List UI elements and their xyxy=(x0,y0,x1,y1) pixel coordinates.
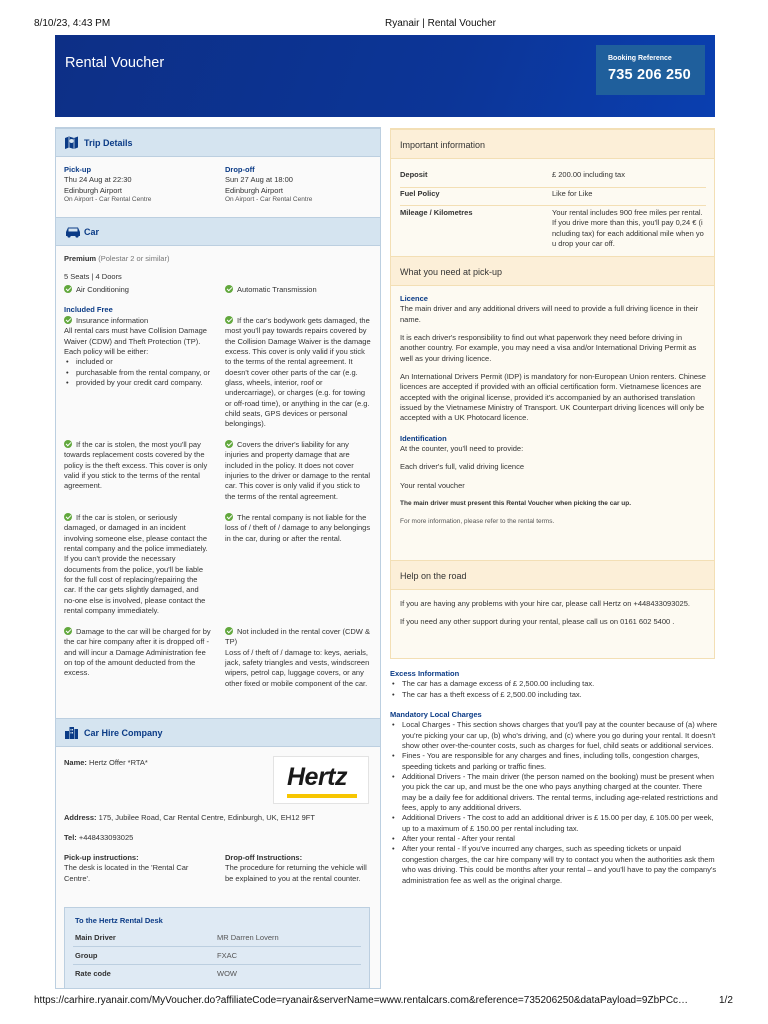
list-item: • Additional Drivers - The main driver (the person named on the booking) must be present when you pick the car up, and must be the one who pays anything charged at the counter. There may be a daily fee for additional drivers. The rental terms, including age-related restrictions and fees, apply to any additional drivers. xyxy=(390,772,718,813)
page-title: Rental Voucher xyxy=(65,55,165,71)
booking-reference-value: 735 206 250 xyxy=(608,66,691,83)
pickup-place: Edinburgh Airport xyxy=(64,185,122,195)
company-address-label: Address: xyxy=(64,813,97,822)
insurance-title: Insurance information xyxy=(76,316,149,325)
car-icon xyxy=(64,224,82,239)
help-on-road-heading: Help on the road xyxy=(400,571,467,581)
row-key: Mileage / Kilometres xyxy=(400,208,473,217)
check-icon xyxy=(225,316,233,324)
damage-admin-info xyxy=(64,627,211,679)
pickup-instructions-text: The desk is located in the 'Rental Car Centre'. xyxy=(64,863,189,883)
list-item: • included or xyxy=(64,357,211,367)
car-summary xyxy=(64,254,374,283)
belongings-text: The rental company is not liable for the loss of / theft of / damage to any belongings in the car, during or after the rental. xyxy=(225,513,371,543)
row-value: Like for Like xyxy=(552,189,593,198)
row-key: Deposit xyxy=(400,170,428,179)
liability-cover xyxy=(225,440,372,502)
voucher-banner xyxy=(55,35,715,117)
row-key: Main Driver xyxy=(75,933,116,943)
rental-desk-table xyxy=(64,907,370,989)
feature-ac-label: Air Conditioning xyxy=(76,285,129,294)
damage-admin-text: Damage to the car will be charged for by the car hire company after it is dropped off - and will incur a Damage Administration fee on top of the amount deducted from the excess. xyxy=(64,627,211,678)
feature-transmission-label: Automatic Transmission xyxy=(237,285,317,294)
check-icon xyxy=(225,440,233,448)
car-model: (Polestar 2 or similar) xyxy=(98,254,170,263)
pickup-block xyxy=(64,165,214,205)
not-included-title: Not included in the rental cover (CDW & TP) xyxy=(225,627,370,647)
check-icon xyxy=(225,627,233,635)
list-item: • After your rental - If you've incurred any charges, such as speeding tickets or unpaid congestion charges, the car hire company will try to contact you when the authorities ask them who was driving. This could be months after your rental – and you'll have to pay the company's administration fee as well as the original charge. xyxy=(390,844,718,885)
important-info-heading: Important information xyxy=(400,140,486,150)
feature-ac xyxy=(64,285,129,295)
list-item: • provided by your credit card company. xyxy=(64,378,211,388)
pickup-instructions xyxy=(64,853,214,884)
insurance-info xyxy=(64,316,211,388)
company-address-row xyxy=(64,813,315,823)
car-hire-company-header xyxy=(56,718,380,747)
licence-text-1: The main driver and any additional drivers will need to provide a full driving licence in their name. xyxy=(400,304,699,324)
voucher-note: The main driver must present this Rental Voucher when picking the car up. xyxy=(400,500,632,508)
identification-text-3: Your rental voucher xyxy=(400,480,465,490)
list-item: • The car has a damage excess of £ 2,500.00 including tax. xyxy=(390,679,715,689)
row-key: Group xyxy=(75,951,98,961)
theft-cover xyxy=(64,440,211,492)
table-row xyxy=(400,206,706,254)
table-row xyxy=(400,170,706,188)
check-icon xyxy=(64,285,72,293)
hertz-logo-text: Hertz xyxy=(287,763,348,791)
list-item: • The car has a theft excess of £ 2,500.00 including tax. xyxy=(390,690,715,700)
theft-cover-text: If the car is stolen, the most you'll pay towards replacement costs covered by the policy is the theft excess. This cover is only valid if you stick to the terms of the rental agreement. xyxy=(64,440,208,491)
company-name-label: Name: xyxy=(64,758,87,767)
list-item: • purchasable from the rental company, or xyxy=(64,368,211,378)
check-icon xyxy=(64,627,72,635)
check-icon xyxy=(225,513,233,521)
check-icon xyxy=(225,285,233,293)
dropoff-datetime: Sun 27 Aug at 18:00 xyxy=(225,175,293,185)
pickup-label: Pick-up xyxy=(64,165,92,174)
belongings-info xyxy=(225,513,372,544)
dropoff-block xyxy=(225,165,375,205)
list-item: • After your rental - After your rental xyxy=(390,834,718,844)
included-heading: Included Free xyxy=(64,305,113,314)
table-row xyxy=(73,947,361,965)
licence-text-3: An International Drivers Permit (IDP) is mandatory for non-European Union renters. Chinese licences are accepted if provided with an official certification form. Vietnamese licences are accepted with the original license, provided it's accompanied by an authorised translation issued by the Vietnamese Ministry of Transport. UK Counterpart driving licences will only be accepted with a UK Photocard licence. xyxy=(400,372,706,423)
company-address: 175, Jubilee Road, Car Rental Centre, Edinburgh, UK, EH12 9FT xyxy=(98,813,315,822)
local-charges-heading: Mandatory Local Charges xyxy=(390,710,482,719)
incident-info xyxy=(64,513,211,616)
mandatory-local-charges xyxy=(390,710,718,886)
identification-text-1: At the counter, you'll need to provide: xyxy=(400,444,524,454)
insurance-text: All rental cars must have Collision Damage Waiver (CDW) and Theft Protection (TP). Each policy will be either: xyxy=(64,326,207,357)
pickup-needs-header xyxy=(391,256,714,286)
company-tel-label: Tel: xyxy=(64,833,77,842)
pickup-datetime: Thu 24 Aug at 22:30 xyxy=(64,175,132,185)
not-included-info xyxy=(225,627,372,689)
company-name: Hertz Offer *RTA* xyxy=(89,758,148,767)
car-hire-company-heading: Car Hire Company xyxy=(84,728,163,738)
check-icon xyxy=(64,316,72,324)
licence-text-2: It is each driver's responsibility to find out what paperwork they need before driving in another country. For example, you may need a visa and/or International Driving Permit as well as your driving licence. xyxy=(400,333,697,363)
row-value: MR Darren Lovern xyxy=(217,933,279,943)
bodywork-cover xyxy=(225,316,372,430)
dropoff-location: On Airport - Car Rental Centre xyxy=(225,196,313,204)
dropoff-instructions-label: Drop-off Instructions: xyxy=(225,853,303,862)
table-row xyxy=(73,929,361,947)
excess-heading: Excess Information xyxy=(390,669,460,678)
car-header xyxy=(56,217,380,246)
important-info-table xyxy=(400,170,706,254)
row-value: FXAC xyxy=(217,951,238,961)
row-value: WOW xyxy=(217,969,237,979)
excess-list xyxy=(390,679,715,700)
excess-info xyxy=(390,669,715,700)
car-specs: 5 Seats | 4 Doors xyxy=(64,272,122,282)
help-on-road-content xyxy=(400,599,706,628)
row-value: Your rental includes 900 free miles per rental. If you drive more than this, you'll pay 0,24 € (including tax) for each additional mile when you drop your car off. xyxy=(552,208,704,249)
feature-transmission xyxy=(225,285,317,295)
liability-cover-text: Covers the driver's liability for any injuries and property damage that are included in the policy. It does not cover injuries to the driver or damage to the rental car. This cover is only valid if you stick to the terms of the rental agreement. xyxy=(225,440,371,501)
insurance-options-list xyxy=(64,357,211,388)
pickup-location: On Airport - Car Rental Centre xyxy=(64,196,152,204)
car-heading: Car xyxy=(84,227,100,237)
company-tel-row xyxy=(64,833,133,843)
right-panel xyxy=(390,128,715,659)
booking-reference-label: Booking Reference xyxy=(608,55,672,62)
pickup-instructions-label: Pick-up instructions: xyxy=(64,853,139,862)
company-tel: +448433093025 xyxy=(78,833,134,842)
rental-terms-note: For more information, please refer to the rental terms. xyxy=(400,518,555,526)
table-row xyxy=(73,965,361,983)
hertz-logo xyxy=(273,756,369,804)
row-key: Fuel Policy xyxy=(400,189,440,198)
row-key: Rate code xyxy=(75,969,111,979)
local-charges-list xyxy=(390,720,718,886)
car-category: Premium xyxy=(64,254,97,263)
print-page-number: 1/2 xyxy=(719,995,733,1006)
trip-details-header xyxy=(56,128,380,157)
help-text-1: If you are having any problems with your hire car, please call Hertz on +448433093025. xyxy=(400,599,690,608)
dropoff-instructions-text: The procedure for returning the vehicle will be explained to you at the rental counter. xyxy=(225,863,367,883)
left-panel xyxy=(55,127,381,989)
trip-details-heading: Trip Details xyxy=(84,138,133,148)
row-value: £ 200.00 including tax xyxy=(552,170,625,179)
check-icon xyxy=(64,440,72,448)
identification-text-2: Each driver's full, valid driving licence xyxy=(400,462,524,472)
list-item: • Fines - You are responsible for any charges and fines, including tolls, congestion charges, speeding tickets and parking or traffic fines. xyxy=(390,751,718,772)
help-text-2: If you need any other support during your rental, please call us on 0161 602 5400 . xyxy=(400,617,675,627)
map-icon xyxy=(64,135,79,150)
pickup-needs-heading: What you need at pick-up xyxy=(400,267,503,277)
licence-title: Licence xyxy=(400,294,428,303)
dropoff-place: Edinburgh Airport xyxy=(225,185,283,195)
print-title: Ryanair | Rental Voucher xyxy=(385,18,496,29)
table-row xyxy=(400,188,706,206)
incident-info-text: If the car is stolen, or seriously damaged, or damaged in an incident involving someone else, please contact the rental company and the police immediately. If you can't provide the necessary documents from the police, you'll be liable for the full cost of replacing/repairing the car. If the car gets slightly damaged, and no-one else is involved, please contact the rental company immediately. xyxy=(64,513,208,616)
dropoff-instructions xyxy=(225,853,372,884)
building-icon xyxy=(64,725,79,740)
list-item: • Additional Drivers - The cost to add an additional driver is £ 15.00 per day, £ 105.00 per week, up to a maximum of £ 150.00 per rental including tax. xyxy=(390,813,718,834)
print-url: https://carhire.ryanair.com/MyVoucher.do?affiliateCode=ryanair&serverName=www.rentalcars.com&reference=735206250&dataPayload=9ZbPCc… xyxy=(34,995,689,1006)
not-included-text: Loss of / theft of / damage to: keys, aerials, jack, safety triangles and vests, windscreen wipers, petrol cap, luggage covers, or any other fixed or mobile component of the car. xyxy=(225,647,370,688)
hertz-logo-bar xyxy=(287,794,357,798)
important-info-header xyxy=(391,129,714,159)
pickup-needs-content xyxy=(400,294,706,527)
help-on-road-header xyxy=(391,560,714,590)
company-name-row xyxy=(64,758,148,768)
check-icon xyxy=(64,513,72,521)
print-datetime: 8/10/23, 4:43 PM xyxy=(34,18,111,29)
bodywork-cover-text: If the car's bodywork gets damaged, the most you'll pay towards repairs covered by the Collision Damage Waiver is the damage excess. This cover is only valid if you stick to the terms of the rental agreement. It doesn't cover other parts of the car (e.g. glass, wheels, interior, roof or undercarriage), or charges (e.g. for towing or off-road time), or anything in the car (e.g. child seats, GPS devices or personal belongings). xyxy=(225,316,371,429)
booking-reference-box xyxy=(596,45,705,95)
rental-desk-title: To the Hertz Rental Desk xyxy=(75,916,163,925)
dropoff-label: Drop-off xyxy=(225,165,255,174)
identification-title: Identification xyxy=(400,433,447,443)
list-item: • Local Charges - This section shows charges that you'll pay at the counter because of (a) where you're picking your car up, (b) who's driving, and (c) where you go during your rental. It doesn't show other over-the-counter costs, such as charges for fuel, child seats or additional services. xyxy=(390,720,718,751)
